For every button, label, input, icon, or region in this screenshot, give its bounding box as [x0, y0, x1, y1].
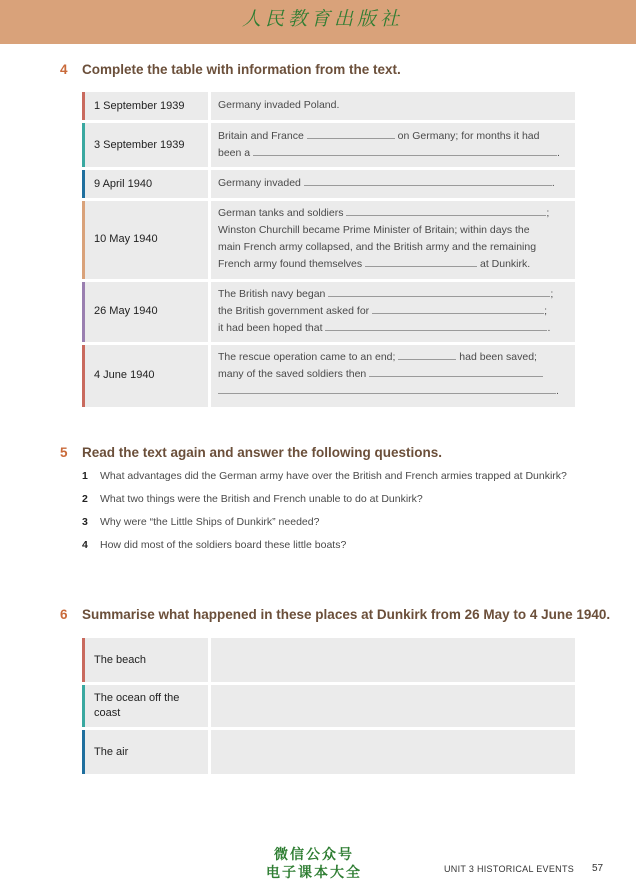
question-text: How did most of the soldiers board these little boats? — [100, 539, 347, 551]
row-text: many of the saved soldiers then — [218, 368, 367, 380]
summary-row — [82, 730, 575, 774]
answer-blank[interactable] — [253, 145, 557, 156]
list-item — [82, 468, 582, 484]
row-content: The British navy began ; the British government asked for ; it had been hoped that . — [218, 288, 554, 334]
question-number: 3 — [82, 516, 88, 528]
row-text: the British government asked for — [218, 305, 370, 317]
column-divider — [208, 685, 211, 727]
row-text: main French army collapsed, and the British army and the remaining — [218, 241, 537, 253]
section-number: 4 — [60, 62, 68, 77]
row-text: at Dunkirk. — [480, 258, 531, 270]
section-heading: Summarise what happened in these places at Dunkirk from 26 May to 4 June 1940. — [82, 607, 611, 622]
watermark-line: 电子课本大全 — [266, 865, 362, 881]
list-item — [82, 537, 582, 553]
column-divider — [208, 345, 211, 407]
row-text: Germany invaded Poland. — [218, 99, 340, 111]
row-color-bar — [82, 685, 85, 727]
row-text: had been saved; — [459, 351, 537, 363]
top-header-band — [0, 0, 636, 44]
section-number: 6 — [60, 607, 68, 622]
publisher-logo: 人民教育出版社 — [242, 8, 404, 30]
row-text: Winston Churchill became Prime Minister of Britain; within days the — [218, 224, 530, 236]
question-number: 4 — [82, 539, 88, 551]
question-list — [82, 468, 582, 560]
unit-label: UNIT 3 HISTORICAL EVENTS — [444, 864, 575, 874]
table-row — [82, 345, 575, 407]
row-text: The rescue operation came to an end; — [218, 351, 396, 363]
row-color-bar — [82, 730, 85, 774]
row-text: Britain and France — [218, 130, 304, 142]
row-date: 3 September 1939 — [94, 139, 185, 151]
section-heading: Read the text again and answer the following questions. — [82, 445, 443, 460]
column-divider — [208, 282, 211, 342]
list-item — [82, 491, 582, 507]
place-label: The ocean off the coast — [94, 692, 180, 719]
row-text: The British navy began — [218, 288, 326, 300]
column-divider — [208, 201, 211, 279]
row-content: Germany invaded . — [218, 177, 555, 189]
table-row — [82, 170, 575, 198]
watermark — [266, 846, 362, 881]
column-divider — [208, 92, 211, 120]
table-row — [82, 92, 575, 120]
section-5-title — [60, 445, 442, 460]
row-content: German tanks and soldiers ; Winston Churchill became Prime Minister of Britain; within days the main French army collapsed, and the British army and the remaining French army found themselves at Dunkirk. — [218, 205, 567, 273]
place-label: The air — [94, 746, 129, 758]
row-color-bar — [82, 201, 85, 279]
section-4-title — [60, 62, 401, 77]
question-number: 1 — [82, 470, 88, 482]
column-divider — [208, 123, 211, 167]
row-text: been a — [218, 147, 251, 159]
summary-row — [82, 685, 575, 727]
table-row — [82, 282, 575, 342]
column-divider — [208, 730, 211, 774]
answer-blank[interactable] — [346, 205, 546, 216]
row-date: 4 June 1940 — [94, 369, 155, 381]
watermark-line: 微信公众号 — [274, 847, 354, 863]
row-text: French army found themselves — [218, 258, 363, 270]
row-content: The rescue operation came to an end; had been saved; many of the saved soldiers then . — [218, 351, 559, 397]
table-row — [82, 201, 575, 279]
summary-row — [82, 638, 575, 682]
section-6-title — [60, 607, 610, 622]
answer-blank[interactable] — [328, 286, 550, 297]
section-heading: Complete the table with information from the text. — [82, 62, 401, 77]
page-number: 57 — [592, 863, 604, 874]
question-number: 2 — [82, 493, 88, 505]
row-date: 10 May 1940 — [94, 233, 158, 245]
row-color-bar — [82, 92, 85, 120]
row-text: on Germany; for months it had — [397, 130, 540, 142]
answer-blank[interactable] — [369, 366, 543, 377]
row-color-bar — [82, 345, 85, 407]
row-text: it had been hoped that — [218, 322, 323, 334]
row-content: Britain and France on Germany; for months it had been a . — [218, 130, 560, 159]
row-color-bar — [82, 638, 85, 682]
answer-blank[interactable] — [365, 256, 477, 267]
answer-blank[interactable] — [398, 349, 456, 360]
column-divider — [208, 638, 211, 682]
question-text: What advantages did the German army have over the British and French armies trapped at Dunkirk? — [100, 470, 567, 482]
row-color-bar — [82, 123, 85, 167]
row-text: German tanks and soldiers — [218, 207, 344, 219]
answer-blank[interactable] — [307, 128, 395, 139]
answer-blank[interactable] — [218, 383, 556, 394]
row-content — [218, 97, 567, 114]
list-item — [82, 514, 582, 530]
row-color-bar — [82, 170, 85, 198]
row-date: 1 September 1939 — [94, 100, 185, 112]
section-number: 5 — [60, 445, 68, 460]
answer-blank[interactable] — [372, 303, 544, 314]
answer-blank[interactable] — [325, 320, 547, 331]
row-text: Germany invaded — [218, 177, 301, 189]
row-color-bar — [82, 282, 85, 342]
answer-blank[interactable] — [304, 175, 552, 186]
question-text: What two things were the British and French unable to do at Dunkirk? — [100, 493, 423, 505]
table-row — [82, 123, 575, 167]
row-date: 26 May 1940 — [94, 305, 158, 317]
column-divider — [208, 170, 211, 198]
row-date: 9 April 1940 — [94, 178, 153, 190]
question-text: Why were “the Little Ships of Dunkirk” needed? — [100, 516, 320, 528]
place-label: The beach — [94, 654, 146, 666]
